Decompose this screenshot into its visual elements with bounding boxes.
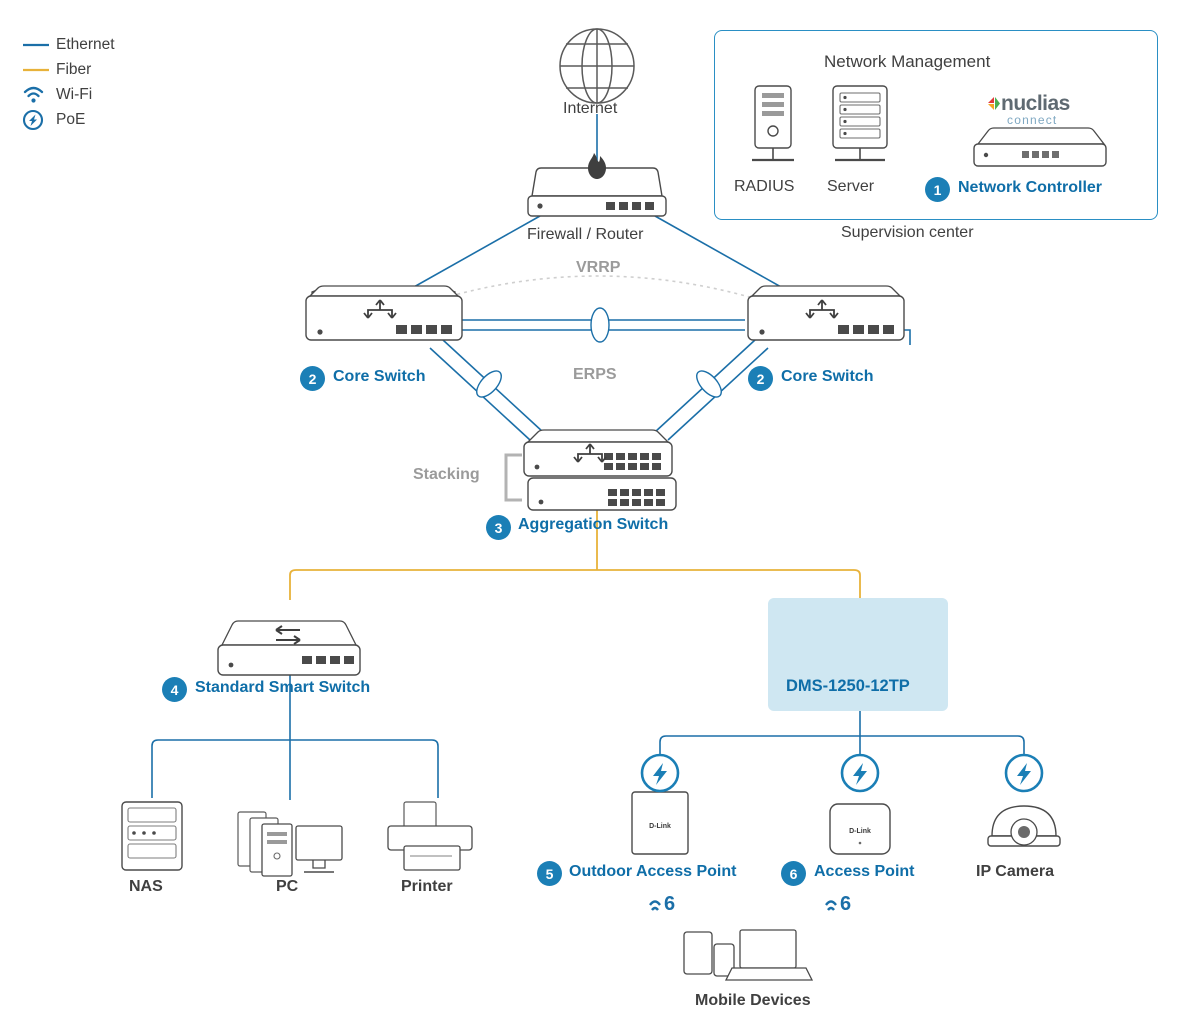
wifi6-tag-outdoor-value: 6	[664, 893, 675, 915]
legend-label-ethernet: Ethernet	[56, 35, 115, 53]
legend-item-wifi	[22, 82, 202, 107]
legend-item-ethernet	[22, 32, 202, 57]
badge-network-controller-value: 1	[933, 181, 942, 198]
supervision-center-label: Supervision center	[841, 224, 974, 241]
pc-label: PC	[276, 878, 299, 895]
legend-item-fiber	[22, 57, 202, 82]
badge-network-controller	[925, 177, 950, 202]
aggregation-switch-label: Aggregation Switch	[518, 516, 669, 533]
internet-globe-icon	[560, 29, 634, 103]
nuclias-wordmark: nuclias	[1001, 92, 1070, 115]
core-switch-right-icon	[748, 286, 904, 340]
dms-1250-12tp-label: DMS-1250-12TP	[786, 677, 910, 695]
standard-smart-switch-label: Standard Smart Switch	[195, 679, 371, 696]
wifi6-tag-indoor	[824, 893, 851, 916]
nas-label: NAS	[129, 878, 163, 895]
wifi6-tag-outdoor	[648, 893, 675, 916]
badge-access-point	[781, 861, 806, 886]
legend-label-poe: PoE	[56, 110, 86, 128]
printer-icon	[388, 802, 472, 870]
internet-label: Internet	[563, 100, 618, 117]
nuclias-mark-icon	[985, 95, 1001, 113]
vrrp-label: VRRP	[576, 259, 621, 276]
pc-icon	[238, 812, 342, 876]
legend	[22, 32, 202, 132]
outdoor-access-point-label: Outdoor Access Point	[569, 863, 737, 880]
outdoor-access-point-icon	[632, 755, 688, 854]
nas-icon	[122, 802, 182, 870]
server-label: Server	[827, 178, 875, 195]
firewall-router-label: Firewall / Router	[527, 226, 644, 243]
nuclias-sub-wordmark: connect	[1007, 113, 1058, 127]
core-switch-right-label: Core Switch	[781, 368, 874, 385]
badge-aggregation-switch	[486, 515, 511, 540]
nuclias-logo	[985, 92, 1085, 127]
badge-core-switch-right	[748, 366, 773, 391]
wifi-icon	[22, 85, 56, 105]
line-fiber-icon	[22, 65, 56, 75]
firewall-router-icon	[528, 153, 666, 216]
legend-label-fiber: Fiber	[56, 60, 92, 78]
core-switch-left-icon	[306, 286, 462, 340]
access-point-icon	[830, 755, 890, 854]
badge-outdoor-ap-value: 5	[545, 865, 554, 882]
poe-bolt-icon	[22, 109, 56, 131]
printer-label: Printer	[401, 878, 453, 895]
badge-smart-switch	[162, 677, 187, 702]
badge-core-left-value: 2	[308, 370, 317, 387]
badge-smart-switch-value: 4	[170, 681, 179, 698]
mobile-devices-label: Mobile Devices	[695, 992, 811, 1009]
erps-label: ERPS	[573, 366, 617, 383]
standard-smart-switch-icon	[218, 621, 360, 675]
svg-text:D-Link: D-Link	[649, 823, 671, 830]
aggregation-switch-icon	[524, 430, 676, 510]
network-management-title: Network Management	[824, 52, 991, 71]
badge-outdoor-ap	[537, 861, 562, 886]
ip-camera-label: IP Camera	[976, 863, 1054, 880]
stacking-label: Stacking	[413, 466, 480, 483]
core-switch-left-label: Core Switch	[333, 368, 426, 385]
badge-aggregation-value: 3	[494, 519, 503, 536]
line-ethernet-icon	[22, 40, 56, 50]
access-point-label: Access Point	[814, 863, 915, 880]
mobile-devices-icon	[684, 930, 812, 980]
radius-label: RADIUS	[734, 178, 795, 195]
svg-text:D-Link: D-Link	[849, 828, 871, 835]
network-controller-label: Network Controller	[958, 179, 1103, 196]
badge-ap-value: 6	[789, 865, 798, 882]
ip-camera-icon	[988, 755, 1060, 846]
wifi6-tag-indoor-value: 6	[840, 893, 851, 915]
badge-core-right-value: 2	[756, 370, 765, 387]
legend-label-wifi: Wi-Fi	[56, 85, 93, 103]
legend-item-poe	[22, 107, 202, 132]
badge-core-switch-left	[300, 366, 325, 391]
